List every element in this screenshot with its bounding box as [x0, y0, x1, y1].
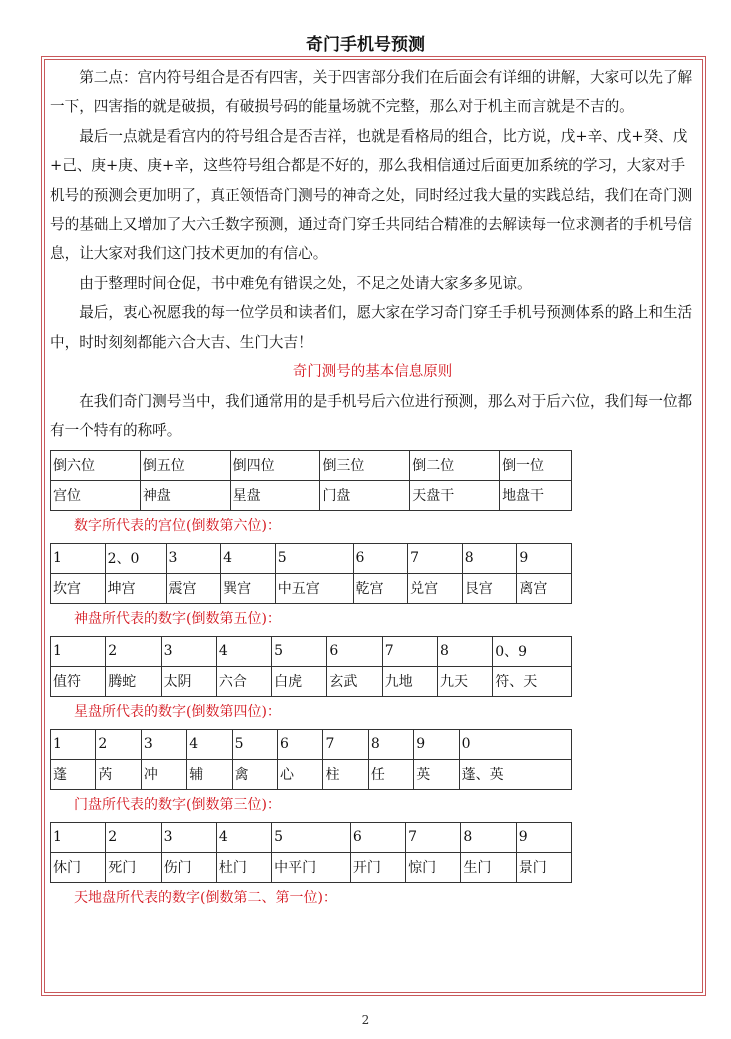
table-cell: 9 — [517, 543, 572, 573]
table-cell: 倒三位 — [320, 450, 410, 480]
table-cell: 6 — [350, 822, 405, 852]
deity-heading: 神盘所代表的数字(倒数第五位)： — [74, 610, 281, 627]
table-cell: 星盘 — [230, 480, 320, 510]
table-cell: 5 — [275, 543, 353, 573]
table-cell: 0 — [459, 729, 571, 759]
table-cell: 艮宫 — [462, 573, 517, 603]
page-title: 奇门手机号预测 — [306, 35, 425, 55]
table-cell: 太阴 — [161, 666, 216, 696]
positions-table — [50, 450, 572, 511]
content-body — [50, 63, 695, 915]
table-cell: 9 — [414, 729, 459, 759]
table-cell: 辅 — [187, 759, 232, 789]
table-cell: 宫位 — [51, 480, 141, 510]
table-cell: 1 — [51, 822, 106, 852]
table-cell: 倒六位 — [51, 450, 141, 480]
table-cell: 腾蛇 — [106, 666, 161, 696]
table-cell: 7 — [382, 636, 437, 666]
table-cell: 6 — [353, 543, 408, 573]
table-cell: 7 — [406, 822, 461, 852]
table-cell: 任 — [368, 759, 413, 789]
table-cell: 3 — [166, 543, 221, 573]
table-cell: 离宫 — [517, 573, 572, 603]
table-cell: 英 — [414, 759, 459, 789]
table-cell: 3 — [161, 636, 216, 666]
table-cell: 九地 — [382, 666, 437, 696]
palace-heading: 数字所代表的宫位(倒数第六位)： — [74, 517, 281, 534]
table-cell: 死门 — [106, 852, 161, 882]
table-cell: 坤宫 — [105, 573, 166, 603]
table-cell: 符、天 — [493, 666, 572, 696]
table-cell: 九天 — [437, 666, 492, 696]
table-cell: 4 — [216, 822, 271, 852]
star-table — [50, 729, 572, 790]
section-heading: 奇门测号的基本信息原则 — [292, 364, 453, 381]
table-cell: 惊门 — [406, 852, 461, 882]
table-cell: 5 — [232, 729, 277, 759]
table-cell: 中五宫 — [275, 573, 353, 603]
heaven-earth-heading: 天地盘所代表的数字(倒数第二、第一位)： — [74, 889, 337, 906]
table-cell: 神盘 — [140, 480, 230, 510]
table-cell: 景门 — [516, 852, 571, 882]
table-cell: 六合 — [216, 666, 271, 696]
table-cell: 天盘干 — [410, 480, 500, 510]
table-cell: 1 — [51, 636, 106, 666]
table-cell: 心 — [278, 759, 323, 789]
door-heading: 门盘所代表的数字(倒数第三位)： — [74, 796, 281, 813]
table-cell: 蓬 — [51, 759, 96, 789]
table-cell: 6 — [278, 729, 323, 759]
table-cell: 伤门 — [161, 852, 216, 882]
paragraph-1: 第二点：宫内符号组合是否有四害，关于四害部分我们在后面会有详细的讲解，大家可以先了解一下，四害指的就是破损，有破损号码的能量场就不完整，那么对于机主而言就是不吉的。 — [50, 69, 693, 116]
table-cell: 玄武 — [327, 666, 382, 696]
paragraph-4: 最后，衷心祝愿我的每一位学员和读者们，愿大家在学习奇门穿壬手机号预测体系的路上和生活中，时时刻刻都能六合大吉、生门大吉！ — [50, 304, 693, 351]
table-cell: 2、0 — [105, 543, 166, 573]
table-cell: 倒五位 — [140, 450, 230, 480]
table-cell: 6 — [327, 636, 382, 666]
table-cell: 8 — [437, 636, 492, 666]
table-cell: 8 — [368, 729, 413, 759]
intro-paragraph: 在我们奇门测号当中，我们通常用的是手机号后六位进行预测，那么对于后六位，我们每一位都有一个特有的称呼。 — [50, 393, 693, 440]
table-cell: 白虎 — [272, 666, 327, 696]
table-cell: 4 — [216, 636, 271, 666]
table-cell: 坎宫 — [51, 573, 106, 603]
table-cell: 兑宫 — [408, 573, 463, 603]
table-cell: 1 — [51, 543, 106, 573]
table-cell: 8 — [461, 822, 516, 852]
table-cell: 开门 — [350, 852, 405, 882]
table-cell: 2 — [96, 729, 141, 759]
table-cell: 巽宫 — [221, 573, 276, 603]
table-cell: 3 — [161, 822, 216, 852]
table-cell: 门盘 — [320, 480, 410, 510]
table-cell: 5 — [272, 822, 351, 852]
star-heading: 星盘所代表的数字(倒数第四位)： — [74, 703, 281, 720]
table-cell: 杜门 — [216, 852, 271, 882]
table-cell: 7 — [323, 729, 368, 759]
content-frame — [41, 56, 706, 996]
table-cell: 冲 — [141, 759, 186, 789]
table-cell: 地盘干 — [500, 480, 572, 510]
table-cell: 3 — [141, 729, 186, 759]
table-cell: 生门 — [461, 852, 516, 882]
table-cell: 倒二位 — [410, 450, 500, 480]
table-cell: 休门 — [51, 852, 106, 882]
table-cell: 柱 — [323, 759, 368, 789]
table-cell: 4 — [221, 543, 276, 573]
paragraph-2: 最后一点就是看宫内的符号组合是否吉祥，也就是看格局的组合，比方说，戊+辛、戊+癸、戊+己、庚+庚、庚+辛，这些符号组合都是不好的，那么我相信通过后面更加系统的学习，大家对手机号的预测会更加明了，真正领悟奇门测号的神奇之处，同时经过我大量的实践总结，我们在奇门测号的基础上又增加了大六壬数字预测，通过奇门穿壬共同结合精准的去解读每一位求测者的手机号信息，让大家对我们这门技术更加的有信心。 — [50, 127, 693, 263]
table-cell: 蓬、英 — [459, 759, 571, 789]
table-cell: 2 — [106, 822, 161, 852]
table-cell: 禽 — [232, 759, 277, 789]
table-cell: 5 — [272, 636, 327, 666]
table-cell: 2 — [106, 636, 161, 666]
table-cell: 中平门 — [272, 852, 351, 882]
table-cell: 7 — [408, 543, 463, 573]
table-cell: 9 — [516, 822, 571, 852]
table-cell: 8 — [462, 543, 517, 573]
table-cell: 倒一位 — [500, 450, 572, 480]
page-number: 2 — [361, 1013, 370, 1027]
paragraph-3: 由于整理时间仓促，书中难免有错误之处，不足之处请大家多多见谅。 — [79, 274, 532, 292]
table-cell: 1 — [51, 729, 96, 759]
door-table — [50, 822, 572, 883]
table-cell: 乾宫 — [353, 573, 408, 603]
table-cell: 倒四位 — [230, 450, 320, 480]
palace-table — [50, 543, 572, 604]
table-cell: 值符 — [51, 666, 106, 696]
deity-table — [50, 636, 572, 697]
table-cell: 芮 — [96, 759, 141, 789]
table-cell: 4 — [187, 729, 232, 759]
table-cell: 0、9 — [493, 636, 572, 666]
table-cell: 震宫 — [166, 573, 221, 603]
